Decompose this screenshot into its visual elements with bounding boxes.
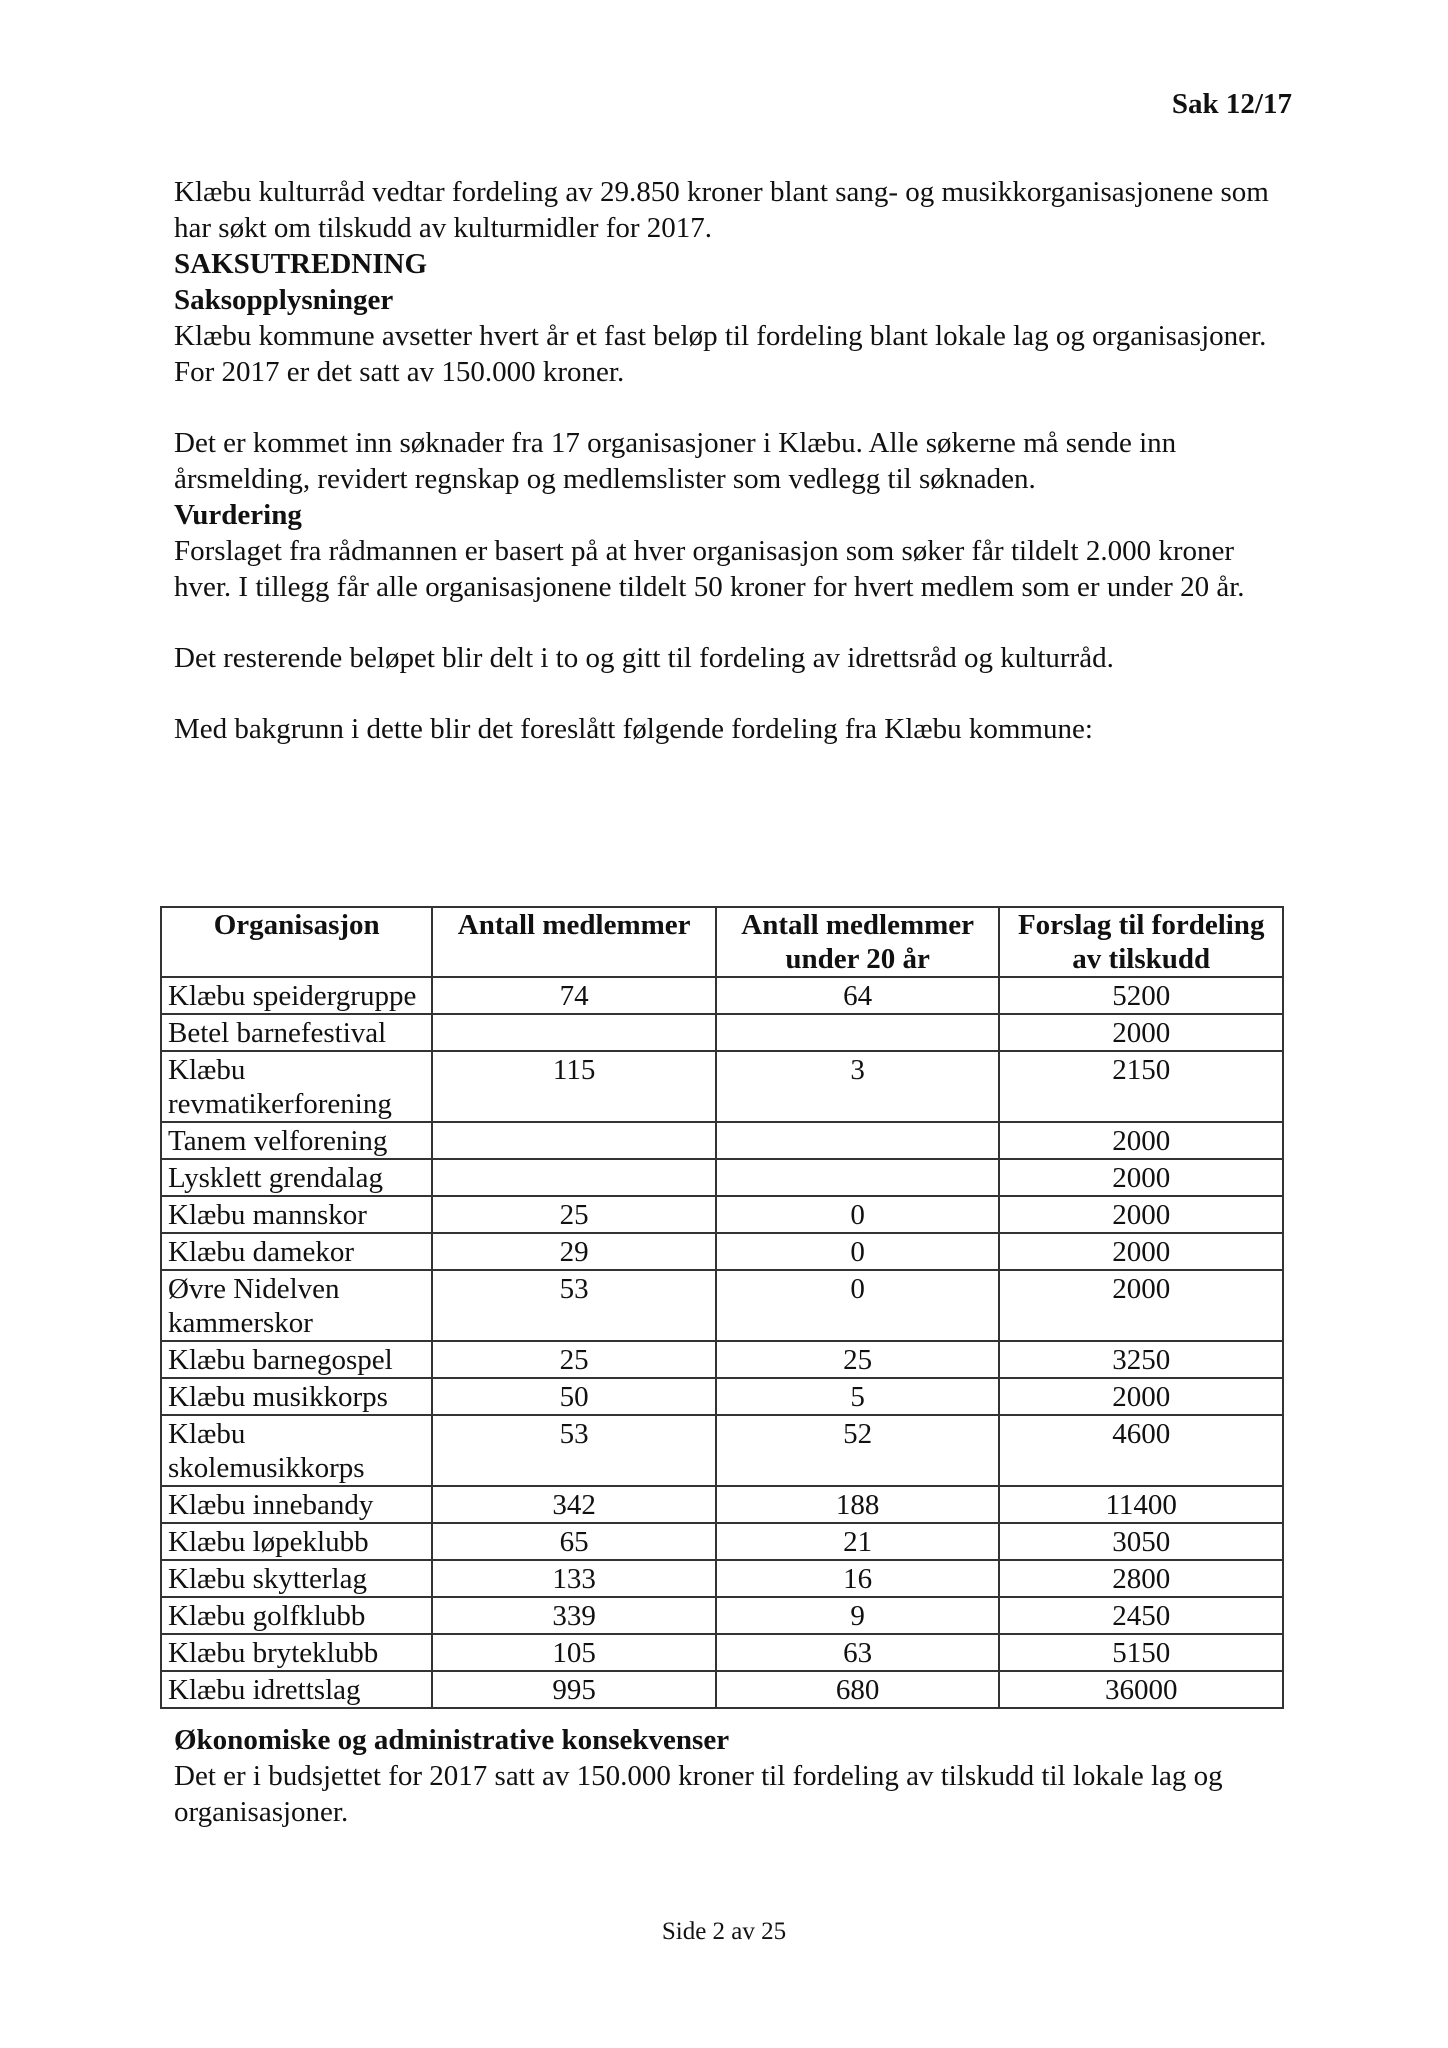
facts-paragraph-1: Klæbu kommune avsetter hvert år et fast beløp til fordeling blant lokale lag og organisasjoner. For 2017 er det satt av 150.000 kroner.: [174, 320, 1267, 388]
table-row: [161, 1270, 1283, 1341]
consequences-paragraph: Det er i budsjettet for 2017 satt av 150.000 kroner til fordeling av tilskudd til lokale lag og organisasjoner.: [174, 1760, 1223, 1828]
table-row: [161, 1014, 1283, 1051]
cell-members: [432, 1159, 716, 1196]
table-row: [161, 977, 1283, 1014]
table-row: [161, 1196, 1283, 1233]
table-row: [161, 1159, 1283, 1196]
cell-members-under-20: 52: [716, 1415, 1000, 1486]
header-members-under-20: Antall medlemmer under 20 år: [716, 907, 1000, 977]
table-row: [161, 1671, 1283, 1708]
cell-members: 74: [432, 977, 716, 1014]
cell-members: 25: [432, 1196, 716, 1233]
cell-proposed-grant: 4600: [999, 1415, 1283, 1486]
cell-proposed-grant: 2450: [999, 1597, 1283, 1634]
cell-organisation: Klæbu løpeklubb: [161, 1523, 432, 1560]
cell-organisation: Klæbu idrettslag: [161, 1671, 432, 1708]
cell-organisation: Tanem velforening: [161, 1122, 432, 1159]
cell-members: 53: [432, 1270, 716, 1341]
table-row: [161, 1415, 1283, 1486]
cell-members: 29: [432, 1233, 716, 1270]
cell-organisation: Klæbu innebandy: [161, 1486, 432, 1523]
document-body: [174, 174, 1294, 747]
table-row: [161, 1486, 1283, 1523]
cell-proposed-grant: 2000: [999, 1159, 1283, 1196]
cell-members: [432, 1014, 716, 1051]
section-title: SAKSUTREDNING: [174, 248, 427, 280]
table-row: [161, 1560, 1283, 1597]
cell-organisation: Klæbu musikkorps: [161, 1378, 432, 1415]
cell-members: 25: [432, 1341, 716, 1378]
page-number: Side 2 av 25: [661, 1918, 787, 1945]
table-row: [161, 1378, 1283, 1415]
header-proposed-grant: Forslag til fordeling av tilskudd: [999, 907, 1283, 977]
cell-members-under-20: 680: [716, 1671, 1000, 1708]
cell-members: 53: [432, 1415, 716, 1486]
header-organisation: Organisasjon: [161, 907, 432, 977]
cell-members-under-20: 3: [716, 1051, 1000, 1122]
cell-members-under-20: [716, 1159, 1000, 1196]
cell-proposed-grant: 2000: [999, 1233, 1283, 1270]
cell-proposed-grant: 3250: [999, 1341, 1283, 1378]
cell-organisation: Øvre Nidelven kammerskor: [161, 1270, 432, 1341]
cell-organisation: Klæbu golfklubb: [161, 1597, 432, 1634]
table-row: [161, 1122, 1283, 1159]
cell-members-under-20: 188: [716, 1486, 1000, 1523]
cell-proposed-grant: 11400: [999, 1486, 1283, 1523]
cell-proposed-grant: 2000: [999, 1122, 1283, 1159]
cell-members-under-20: 0: [716, 1270, 1000, 1341]
cell-members: 105: [432, 1634, 716, 1671]
table-row: [161, 1634, 1283, 1671]
table-row: [161, 1341, 1283, 1378]
assessment-paragraph-1: Forslaget fra rådmannen er basert på at hver organisasjon som søker får tildelt 2.000 kroner hver. I tillegg får alle organisasjonene tildelt 50 kroner for hvert medlem som er under 20 år.: [174, 535, 1245, 603]
cell-members: 115: [432, 1051, 716, 1122]
cell-organisation: Klæbu skolemusikkorps: [161, 1415, 432, 1486]
cell-members-under-20: 21: [716, 1523, 1000, 1560]
cell-organisation: Klæbu damekor: [161, 1233, 432, 1270]
cell-proposed-grant: 3050: [999, 1523, 1283, 1560]
cell-proposed-grant: 36000: [999, 1671, 1283, 1708]
cell-organisation: Klæbu barnegospel: [161, 1341, 432, 1378]
cell-organisation: Klæbu revmatikerforening: [161, 1051, 432, 1122]
cell-proposed-grant: 5200: [999, 977, 1283, 1014]
cell-proposed-grant: 2000: [999, 1378, 1283, 1415]
cell-organisation: Klæbu speidergruppe: [161, 977, 432, 1014]
cell-organisation: Klæbu bryteklubb: [161, 1634, 432, 1671]
assessment-heading: Vurdering: [174, 499, 302, 531]
cell-members-under-20: 9: [716, 1597, 1000, 1634]
cell-members-under-20: 0: [716, 1233, 1000, 1270]
cell-organisation: Lysklett grendalag: [161, 1159, 432, 1196]
cell-members: 342: [432, 1486, 716, 1523]
cell-organisation: Klæbu mannskor: [161, 1196, 432, 1233]
cell-members-under-20: 5: [716, 1378, 1000, 1415]
table-row: [161, 1523, 1283, 1560]
allocation-table: [160, 906, 1284, 1709]
cell-proposed-grant: 2000: [999, 1014, 1283, 1051]
assessment-paragraph-2: Det resterende beløpet blir delt i to og gitt til fordeling av idrettsråd og kulturråd.: [174, 642, 1114, 674]
intro-paragraph: Klæbu kulturråd vedtar fordeling av 29.850 kroner blant sang- og musikkorganisasjonene som har søkt om tilskudd av kulturmidler for 2017.: [174, 176, 1269, 244]
cell-members-under-20: [716, 1122, 1000, 1159]
consequences-section: [174, 1722, 1294, 1830]
header-members: Antall medlemmer: [432, 907, 716, 977]
cell-members: 50: [432, 1378, 716, 1415]
table-header-row: [161, 907, 1283, 977]
cell-members-under-20: 0: [716, 1196, 1000, 1233]
table-row: [161, 1051, 1283, 1122]
cell-proposed-grant: 2000: [999, 1270, 1283, 1341]
facts-paragraph-2: Det er kommet inn søknader fra 17 organisasjoner i Klæbu. Alle søkerne må sende inn årsmelding, revidert regnskap og medlemslister som vedlegg til søknaden.: [174, 427, 1177, 495]
cell-members-under-20: 64: [716, 977, 1000, 1014]
cell-members: 339: [432, 1597, 716, 1634]
cell-members-under-20: 63: [716, 1634, 1000, 1671]
cell-proposed-grant: 2800: [999, 1560, 1283, 1597]
table-row: [161, 1597, 1283, 1634]
cell-members-under-20: 16: [716, 1560, 1000, 1597]
consequences-heading: Økonomiske og administrative konsekvenser: [174, 1724, 730, 1756]
case-reference: Sak 12/17: [1171, 88, 1292, 120]
cell-organisation: Betel barnefestival: [161, 1014, 432, 1051]
cell-organisation: Klæbu skytterlag: [161, 1560, 432, 1597]
cell-members-under-20: 25: [716, 1341, 1000, 1378]
cell-proposed-grant: 2000: [999, 1196, 1283, 1233]
table-body: [161, 977, 1283, 1708]
cell-proposed-grant: 2150: [999, 1051, 1283, 1122]
cell-members: 65: [432, 1523, 716, 1560]
cell-proposed-grant: 5150: [999, 1634, 1283, 1671]
cell-members: [432, 1122, 716, 1159]
facts-heading: Saksopplysninger: [174, 284, 394, 316]
cell-members: 995: [432, 1671, 716, 1708]
cell-members: 133: [432, 1560, 716, 1597]
cell-members-under-20: [716, 1014, 1000, 1051]
assessment-paragraph-3: Med bakgrunn i dette blir det foreslått følgende fordeling fra Klæbu kommune:: [174, 713, 1093, 745]
table-row: [161, 1233, 1283, 1270]
